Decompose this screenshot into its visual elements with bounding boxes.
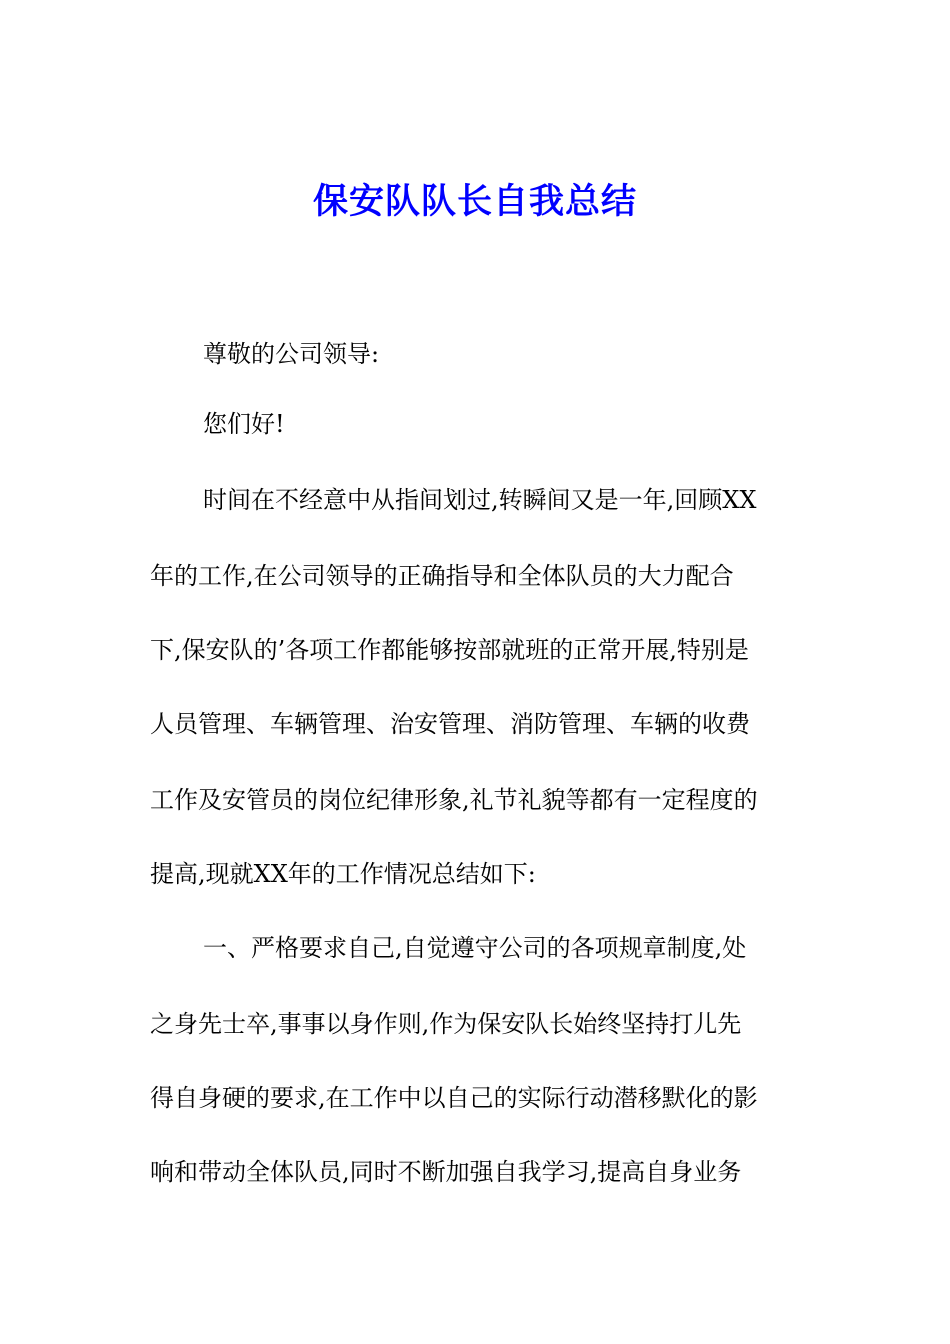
paragraph-line: 工作及安管员的岗位纪律形象,礼节礼貌等都有一定程度的 xyxy=(150,786,758,814)
paragraph-line: 下,保安队的’各项工作都能够按部就班的正常开展,特别是 xyxy=(150,636,749,664)
document-title: 保安队队长自我总结 xyxy=(312,182,637,222)
salutation-line: 尊敬的公司领导: xyxy=(203,340,380,368)
paragraph-line: 年的工作,在公司领导的正确指导和全体队员的大力配合 xyxy=(150,562,734,590)
paragraph-line: 时间在不经意中从指间划过,转瞬间又是一年,回顾XX xyxy=(203,486,757,514)
paragraph-line: 人员管理、车辆管理、治安管理、消防管理、车辆的收费 xyxy=(150,710,750,738)
paragraph-line: 一、严格要求自己,自觉遵守公司的各项规章制度,处 xyxy=(203,934,747,962)
paragraph-line: 响和带动全体队员,同时不断加强自我学习,提高自身业务 xyxy=(150,1158,742,1186)
paragraph-line: 之身先士卒,事事以身作则,作为保安队长始终坚持打儿先 xyxy=(150,1010,742,1038)
greeting-line: 您们好! xyxy=(203,410,285,438)
paragraph-line: 提高,现就XX年的工作情况总结如下: xyxy=(150,860,536,888)
paragraph-line: 得自身硬的要求,在工作中以自己的实际行动潜移默化的影 xyxy=(150,1084,758,1112)
